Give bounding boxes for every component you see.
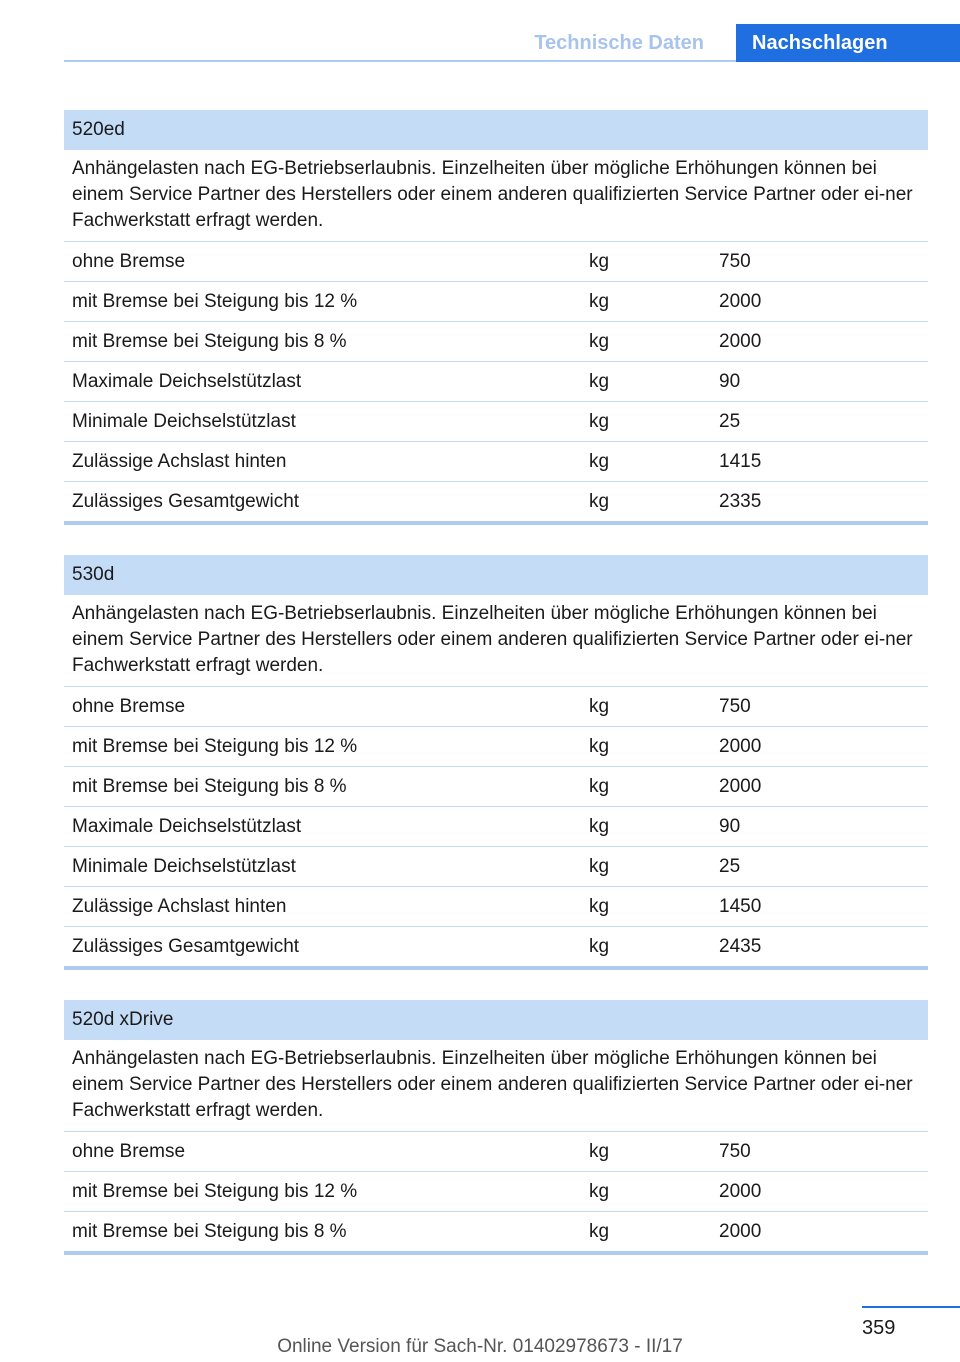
table-row	[64, 887, 928, 927]
page-number-rule	[862, 1306, 960, 1308]
section-title: 530d	[64, 555, 928, 595]
table-row	[64, 482, 928, 525]
section-description: Anhängelasten nach EG-Betriebserlaubnis. Einzelheiten über mögliche Erhöhungen können bei einem Service Partner des Herstellers oder einem anderen qualifizierten Service Partner oder ei-ner Fachwerkstatt erfragt werden.	[64, 1040, 928, 1132]
row-label: Maximale Deichselstützlast	[72, 816, 302, 837]
row-value: 2000	[719, 1181, 762, 1202]
table-row	[64, 1132, 928, 1172]
table-row	[64, 727, 928, 767]
row-unit: kg	[589, 331, 610, 352]
table-row	[64, 402, 928, 442]
spec-section-520ed	[64, 110, 928, 525]
row-label: mit Bremse bei Steigung bis 8 %	[72, 776, 347, 797]
row-unit: kg	[589, 776, 610, 797]
row-value: 1450	[719, 896, 762, 917]
row-unit: kg	[589, 856, 610, 877]
table-row	[64, 847, 928, 887]
row-value: 25	[719, 411, 741, 432]
page-number: 359	[862, 1317, 896, 1339]
row-unit: kg	[589, 411, 610, 432]
row-label: mit Bremse bei Steigung bis 8 %	[72, 331, 347, 352]
row-value: 2335	[719, 491, 762, 512]
row-label: ohne Bremse	[72, 1141, 186, 1162]
row-unit: kg	[589, 1141, 610, 1162]
row-label: ohne Bremse	[72, 696, 186, 717]
row-label: mit Bremse bei Steigung bis 8 %	[72, 1221, 347, 1242]
row-label: Zulässige Achslast hinten	[72, 896, 287, 917]
footer-version: Online Version für Sach-Nr. 01402978673 - II/17	[277, 1336, 683, 1357]
table-row	[64, 322, 928, 362]
row-label: mit Bremse bei Steigung bis 12 %	[72, 736, 358, 757]
row-label: Maximale Deichselstützlast	[72, 371, 302, 392]
section-title: 520d xDrive	[64, 1000, 928, 1040]
row-unit: kg	[589, 291, 610, 312]
row-unit: kg	[589, 816, 610, 837]
row-unit: kg	[589, 491, 610, 512]
table-row	[64, 282, 928, 322]
table-row	[64, 687, 928, 727]
row-value: 2000	[719, 291, 762, 312]
row-label: Minimale Deichselstützlast	[72, 856, 296, 877]
spec-section-520d-xdrive	[64, 1000, 928, 1255]
row-value: 2435	[719, 936, 762, 957]
header-section-tab[interactable]: Nachschlagen	[736, 24, 960, 62]
header-chapter-tab[interactable]: Technische Daten	[534, 32, 704, 54]
row-unit: kg	[589, 1181, 610, 1202]
row-label: Minimale Deichselstützlast	[72, 411, 296, 432]
row-value: 750	[719, 1141, 751, 1162]
row-value: 2000	[719, 1221, 762, 1242]
row-label: mit Bremse bei Steigung bis 12 %	[72, 1181, 358, 1202]
row-value: 2000	[719, 331, 762, 352]
table-row	[64, 927, 928, 970]
row-value: 750	[719, 251, 751, 272]
row-value: 90	[719, 816, 741, 837]
table-row	[64, 1172, 928, 1212]
row-unit: kg	[589, 896, 610, 917]
row-unit: kg	[589, 371, 610, 392]
table-row	[64, 807, 928, 847]
row-value: 25	[719, 856, 741, 877]
table-row	[64, 442, 928, 482]
row-value: 90	[719, 371, 741, 392]
row-label: Zulässiges Gesamtgewicht	[72, 936, 300, 957]
section-title: 520ed	[64, 110, 928, 150]
section-description: Anhängelasten nach EG-Betriebserlaubnis. Einzelheiten über mögliche Erhöhungen können bei einem Service Partner des Herstellers oder einem anderen qualifizierten Service Partner oder ei-ner Fachwerkstatt erfragt werden.	[64, 150, 928, 242]
row-label: ohne Bremse	[72, 251, 186, 272]
table-row	[64, 242, 928, 282]
spec-sections	[64, 110, 928, 1285]
row-unit: kg	[589, 451, 610, 472]
row-unit: kg	[589, 251, 610, 272]
row-unit: kg	[589, 736, 610, 757]
row-unit: kg	[589, 696, 610, 717]
table-row	[64, 362, 928, 402]
row-label: mit Bremse bei Steigung bis 12 %	[72, 291, 358, 312]
row-value: 2000	[719, 776, 762, 797]
row-label: Zulässiges Gesamtgewicht	[72, 491, 300, 512]
table-row	[64, 767, 928, 807]
row-value: 2000	[719, 736, 762, 757]
spec-section-530d	[64, 555, 928, 970]
table-row	[64, 1212, 928, 1255]
row-value: 1415	[719, 451, 762, 472]
row-unit: kg	[589, 936, 610, 957]
row-unit: kg	[589, 1221, 610, 1242]
row-value: 750	[719, 696, 751, 717]
section-description: Anhängelasten nach EG-Betriebserlaubnis. Einzelheiten über mögliche Erhöhungen können bei einem Service Partner des Herstellers oder einem anderen qualifizierten Service Partner oder ei-ner Fachwerkstatt erfragt werden.	[64, 595, 928, 687]
row-label: Zulässige Achslast hinten	[72, 451, 287, 472]
